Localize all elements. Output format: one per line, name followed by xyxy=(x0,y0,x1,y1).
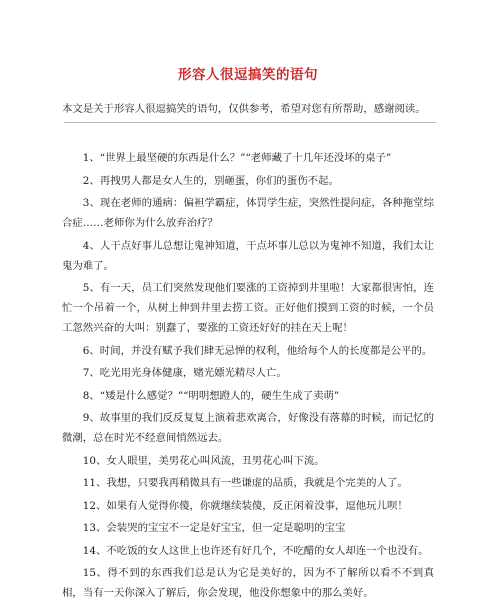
paragraph: 6、时间，并没有赋予我们肆无忌惮的权利，他给每个人的长度都是公平的。 xyxy=(82,344,433,357)
paragraph: 5、有一天，员工们突然发现他们要涨的工资掉到井里啦！大家都很害怕，连忙一个吊着一个，从树上伸到井里去捞工资。正好他们摸到工资的时候，一个员工忽然兴奋的大叫：别蠢了，要涨的工资还好好的挂在天上呢！ xyxy=(62,282,434,334)
paragraph: 7、吃光用光身体健康，赌光嫖光精尽人亡。 xyxy=(82,367,287,379)
paragraph: 14、不吃饭的女人这世上也许还有好几个，不吃醋的女人却连一个也没有。 xyxy=(82,544,429,557)
document-title: 形容人很逗搞笑的语句 xyxy=(178,67,318,83)
paragraph: 12、如果有人觉得你傻，你就继续装傻，反正闲着没事，逗他玩儿呗！ xyxy=(82,499,408,512)
paragraph: 10、女人眼里，美男花心叫风流，丑男花心叫下流。 xyxy=(82,454,325,467)
paragraph: 4、人干点好事儿总想让鬼神知道，干点坏事儿总以为鬼神不知道，我们太让鬼为难了。 xyxy=(62,239,434,272)
paragraph: 3、现在老师的通病：偏袒学霸症，体罚学生症，突然性提问症，各种拖堂综合症……老师你为什么放弃治疗？ xyxy=(62,197,434,229)
paragraph: 11、我想，只要我再稍微具有一些谦虚的品质，我就是个完美的人了。 xyxy=(82,477,408,489)
document-body xyxy=(62,148,434,606)
paragraph: 9、故事里的我们反反复复上演着悲欢离合，好像没有落幕的时候，而记忆的微潮，总在时光不经意间悄然远去。 xyxy=(62,412,434,444)
paragraph: 15、得不到的东西我们总是认为它是美好的，因为不了解所以看不不到真相，当有一天你深入了解后，你会发现，他没你想象中的那么美好。 xyxy=(62,567,434,599)
paragraph: 13、会装哭的宝宝不一定是好宝宝，但一定是聪明的宝宝 xyxy=(82,522,346,534)
divider xyxy=(64,122,436,123)
paragraph: 2、再拽男人都是女人生的，别砸蛋，你们的蛋伤不起。 xyxy=(82,174,339,187)
paragraph: 1、“世界上最坚硬的东西是什么？”“老师藏了十几年还没坏的桌子” xyxy=(82,152,392,164)
paragraph: 8、“矮是什么感觉？”“明明想蹬人的，硬生生成了卖萌” xyxy=(82,389,340,402)
intro-text: 本文是关于形容人很逗搞笑的语句，仅供参考，希望对您有所帮助，感谢阅读。 xyxy=(62,103,426,115)
